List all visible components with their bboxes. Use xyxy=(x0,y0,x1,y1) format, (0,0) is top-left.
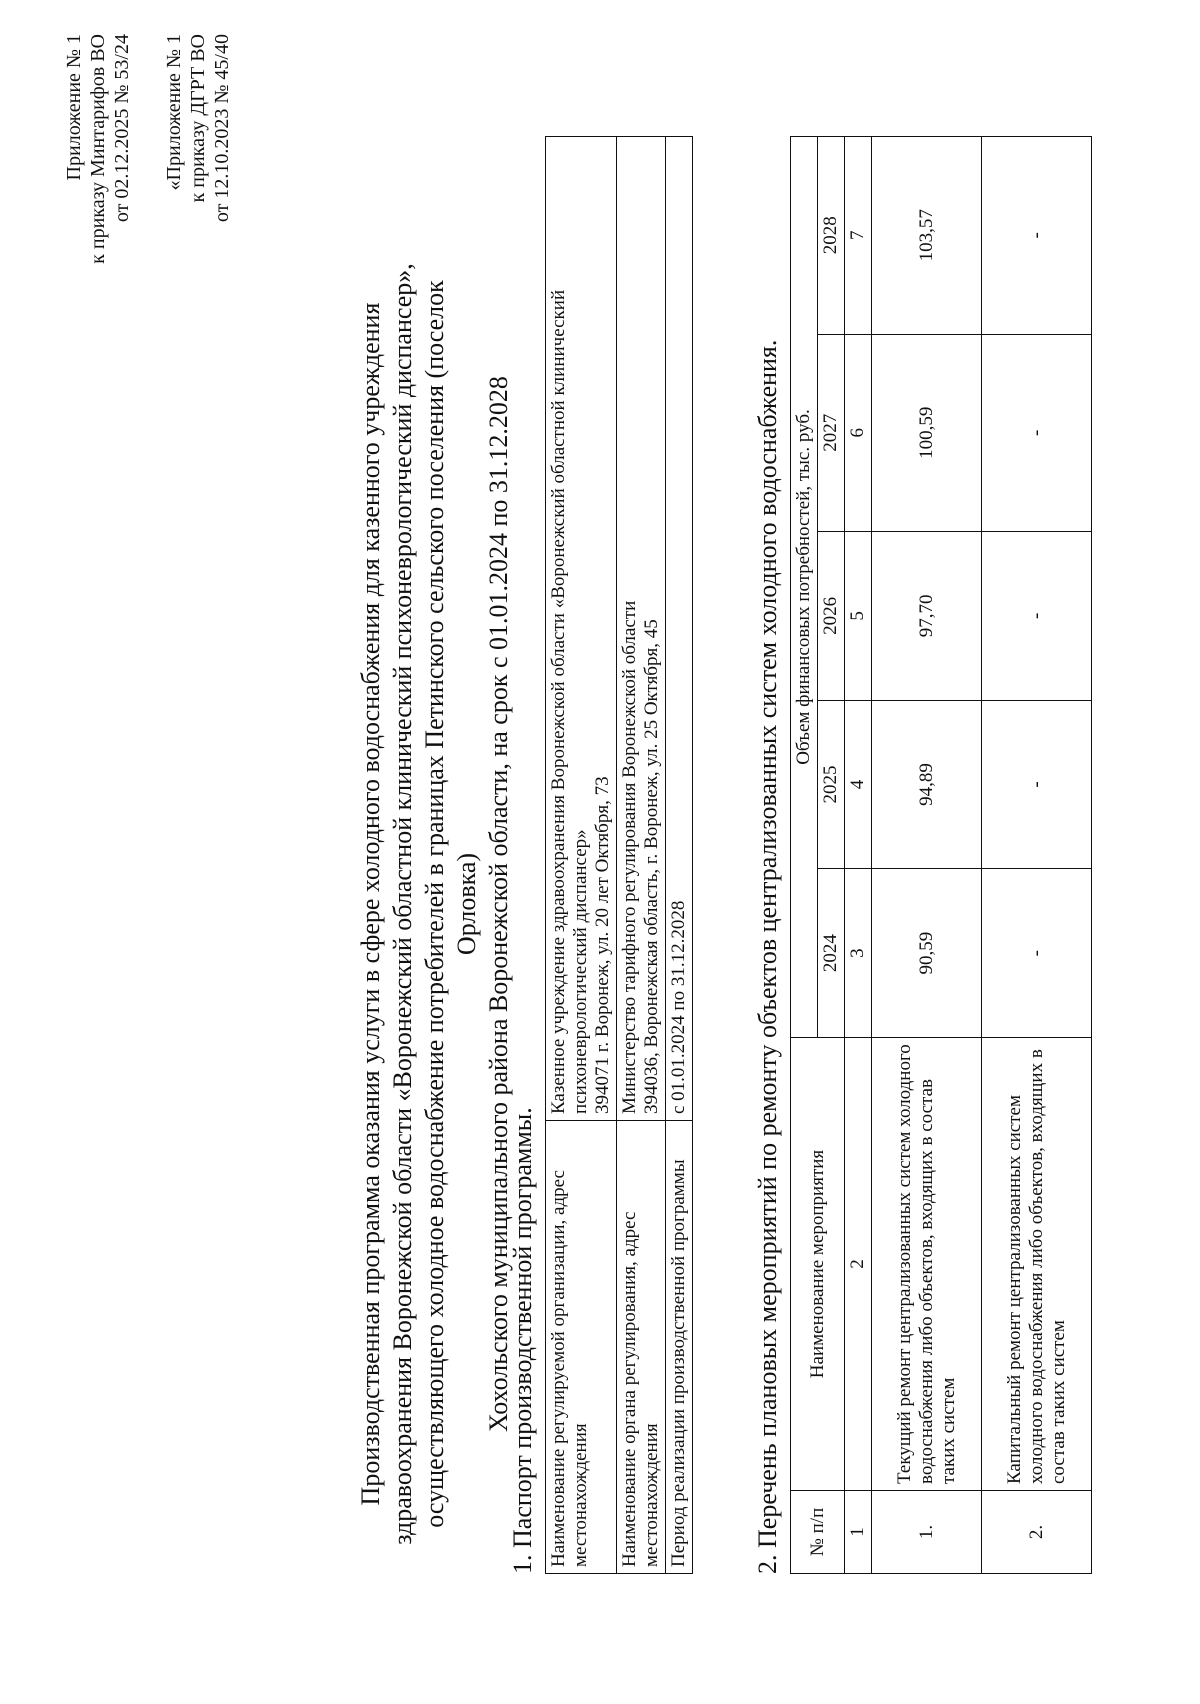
header-year: 2026 xyxy=(818,531,845,700)
passport-value-line: Министерство тарифного регулирования Воронежской области xyxy=(619,600,640,1114)
table-header-row xyxy=(791,137,818,1574)
section1-title: 1. Паспорт производственной программы. xyxy=(508,1107,537,1574)
passport-table xyxy=(545,136,693,1574)
header-line: к приказу ДГРТ ВО xyxy=(187,34,209,203)
colnum: 1 xyxy=(845,1491,872,1574)
row-value: 100,59 xyxy=(872,334,982,531)
title-line: здравоохранения Воронежской области «Воронежский областной клинический психоневрологический диспансер», xyxy=(388,263,417,1545)
passport-value xyxy=(546,137,617,1121)
header-volume: Объем финансовых потребностей, тыс. руб. xyxy=(791,137,818,1038)
colnum: 7 xyxy=(845,137,872,335)
header-line: от 02.12.2025 № 53/24 xyxy=(111,34,133,223)
row-value: 90,59 xyxy=(872,869,982,1038)
colnum: 4 xyxy=(845,700,872,869)
title-line: Хохольского муниципального района Воронежской области, на срок с 01.01.2024 по 31.12.2028 xyxy=(484,376,513,1432)
row-value: - xyxy=(982,531,1092,700)
colnum: 2 xyxy=(845,1038,872,1491)
passport-value-line: 394071 г. Воронеж, ул. 20 лет Октября, 73 xyxy=(592,776,613,1114)
passport-value-line: Казенное учреждение здравоохранения Воронежской области «Воронежский областной клинический психоневрологический диспансер» xyxy=(548,289,591,1114)
row-name: Текущий ремонт централизованных систем холодного водоснабжения либо объектов, входящих в состав таких систем xyxy=(872,1038,982,1491)
colnum: 6 xyxy=(845,334,872,531)
passport-value-line: с 01.01.2024 по 31.12.2028 xyxy=(668,900,689,1114)
title-line: Производственная программа оказания услуги в сфере холодного водоснабжения для казенного учреждения xyxy=(356,302,385,1506)
header-year: 2024 xyxy=(818,869,845,1038)
table-row xyxy=(982,137,1092,1574)
header-year: 2028 xyxy=(818,137,845,335)
header-line: «Приложение № 1 xyxy=(163,34,185,191)
document-title xyxy=(355,254,515,1554)
row-value: - xyxy=(982,137,1092,335)
header-num: № п/п xyxy=(791,1491,845,1574)
row-num: 2. xyxy=(982,1491,1092,1574)
table-colnum-row xyxy=(845,137,872,1574)
colnum: 5 xyxy=(845,531,872,700)
row-num: 1. xyxy=(872,1491,982,1574)
header-line: к приказу Минтарифов ВО xyxy=(87,34,109,264)
header-line: Приложение № 1 xyxy=(63,34,85,181)
table-row xyxy=(546,137,617,1574)
row-value: 94,89 xyxy=(872,700,982,869)
passport-value-line: 394036, Воронежская область, г. Воронеж, ул. 25 Октября, 45 xyxy=(641,619,662,1114)
title-line: осуществляющего холодное водоснабжение потребителей в границах Петинского сельского поселения (поселок Орловка) xyxy=(420,280,481,1528)
colnum: 3 xyxy=(845,869,872,1038)
measures-table xyxy=(790,136,1092,1574)
header-line: от 12.10.2023 № 45/40 xyxy=(211,34,233,223)
header-year: 2025 xyxy=(818,700,845,869)
passport-label: Наименование органа регулирования, адрес местонахождения xyxy=(617,1121,666,1574)
table-row xyxy=(666,137,693,1574)
row-value: - xyxy=(982,334,1092,531)
row-value: 103,57 xyxy=(872,137,982,335)
table-row xyxy=(872,137,982,1574)
header-year: 2027 xyxy=(818,334,845,531)
section2-title: 2. Перечень плановых мероприятий по ремонту объектов централизованных систем холодного водоснабжения. xyxy=(753,339,782,1574)
row-value: - xyxy=(982,700,1092,869)
passport-label: Период реализации производственной программы xyxy=(666,1121,693,1574)
passport-value xyxy=(666,137,693,1121)
row-name: Капитальный ремонт централизованных систем холодного водоснабжения либо объектов, входящих в состав таких систем xyxy=(982,1038,1092,1491)
passport-label: Наименование регулируемой организации, адрес местонахождения xyxy=(546,1121,617,1574)
appendix-header xyxy=(62,34,234,324)
row-value: - xyxy=(982,869,1092,1038)
row-value: 97,70 xyxy=(872,531,982,700)
header-name: Наименование мероприятия xyxy=(791,1038,845,1491)
table-row xyxy=(617,137,666,1574)
passport-value xyxy=(617,137,666,1121)
